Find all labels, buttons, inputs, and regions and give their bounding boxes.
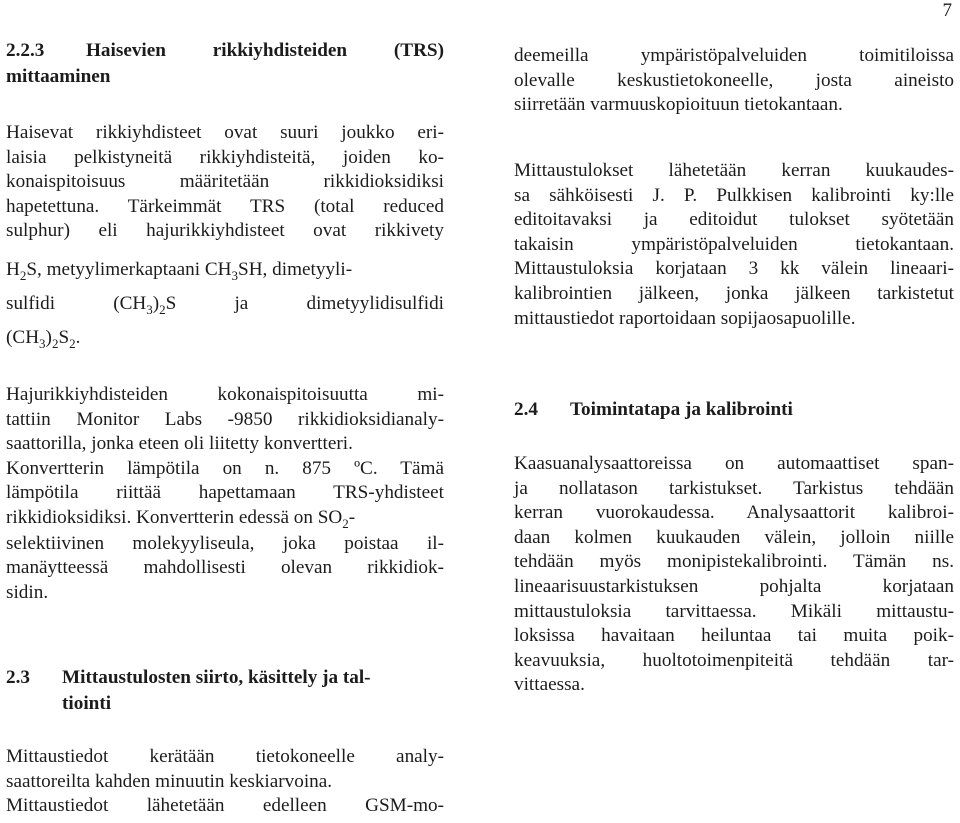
chem-text: (CH <box>6 327 40 348</box>
section-number: 2.4 <box>514 399 538 420</box>
paragraph-data-collection <box>6 745 444 819</box>
text-line: tehdään myös monipistekalibrointi. Tämän ns. <box>514 551 954 573</box>
chem-text: S <box>58 327 70 348</box>
text-line: daan kolmen kuukauden välein, jolloin niille <box>514 526 954 548</box>
chem-subscript: 3 <box>146 302 153 317</box>
text-line: selektiivinen molekyyliseula, joka poistaa il- <box>6 532 444 554</box>
chem-formula-line-3 <box>6 318 444 359</box>
text-line: siirretään varmuuskopioituun tietokantaan. <box>514 94 843 116</box>
text-line: tattiin Monitor Labs -9850 rikkidioksidianaly- <box>6 408 444 430</box>
chem-text: H <box>6 259 20 280</box>
text-line: ja nollatason tarkistukset. Tarkistus tehdään <box>514 477 954 499</box>
text-line: konaispitoisuus määritetään rikkidioksidiksi <box>6 171 444 193</box>
text-line: keavuuksia, huoltotoimenpiteitä tehdään tar- <box>514 649 954 671</box>
chem-text: (CH <box>113 293 147 314</box>
chem-text: S, metyylimerkaptaani CH <box>26 259 232 280</box>
chem-text: dimetyylidisulfidi <box>306 293 444 314</box>
chem-subscript: 3 <box>39 336 46 351</box>
paragraph-trs-intro <box>6 121 444 244</box>
text-line: kerran vuorokaudessa. Analysaattorit kalibroi- <box>514 502 954 524</box>
text-line: Mittaustulokset lähetetään kerran kuukaudes- <box>514 160 954 181</box>
section-title: Toimintatapa ja kalibrointi <box>570 399 793 420</box>
paragraph-monthly-results <box>514 159 954 331</box>
text-line: saattorilla, jonka eteen oli liitetty konvertteri. <box>6 433 353 455</box>
section-heading-2-3 <box>6 665 444 717</box>
text-line: mittaustuloksia tarvittaessa. Mikäli mittaustu- <box>514 600 954 622</box>
paragraph-central-computer <box>514 44 954 118</box>
text-line: deemeilla ympäristöpalveluiden toimitiloissa <box>514 45 954 66</box>
text-fragment: rikkidioksidiksi. Konvertterin edessä on SO <box>6 506 343 528</box>
section-heading-2-2-3 <box>6 38 444 90</box>
text-line: manäytteessä mahdollisesti olevan rikkidiok- <box>6 557 444 579</box>
text-line: olevalle keskustietokoneelle, josta aineisto <box>514 69 954 91</box>
chem-subscript: 2 <box>69 336 76 351</box>
chem-subscript: 2 <box>19 268 27 283</box>
text-line: Mittaustuloksia korjataan 3 kk välein lineaari- <box>514 258 954 280</box>
section-title-line2: tiointi <box>62 693 112 714</box>
text-line: takaisin ympäristöpalveluiden tietokantaan. <box>514 233 954 255</box>
chem-subscript: 2 <box>51 336 59 351</box>
text-line: Mittaustiedot kerätään tietokoneelle analy- <box>6 746 444 767</box>
text-line: Hajurikkiyhdisteiden kokonaispitoisuutta mi- <box>6 384 444 405</box>
text-line: loksissa havaitaan heiluntaa tai muita poik- <box>514 625 954 647</box>
page-number: 7 <box>942 0 952 21</box>
text-line: Mittaustiedot lähetetään edelleen GSM-mo- <box>6 795 444 817</box>
text-line: editoitavaksi ja editoidut tulokset syötetään <box>514 209 954 231</box>
text-line: sa sähköisesti J. P. Pulkkisen kalibrointi ky:lle <box>514 184 954 206</box>
text-line: lämpötila riittää hapettamaan TRS-yhdisteet <box>6 482 444 504</box>
text-line: Konvertterin lämpötila on n. 875 ºC. Tämä <box>6 457 444 479</box>
text-line-so2 <box>6 506 444 532</box>
chem-subscript: 3 <box>231 268 239 283</box>
text-line: sidin. <box>6 581 49 603</box>
text-line: kalibrointien jälkeen, jonka jälkeen tarkistetut <box>514 282 954 304</box>
text-line: sulphur) eli hajurikkiyhdisteet ovat rikkivety <box>6 220 444 242</box>
text-line: laisia pelkistyneitä rikkiyhdisteitä, joiden ko- <box>6 146 444 168</box>
chem-text: S <box>165 293 177 314</box>
section-title-line1 <box>72 38 444 64</box>
text-line: mittaustiedot raportoidaan sopijaosapuolille. <box>514 307 856 329</box>
chem-text: . <box>75 327 81 348</box>
text-line: Haisevat rikkiyhdisteet ovat suuri joukko eri- <box>6 122 444 143</box>
section-title-line1: Mittaustulosten siirto, käsittely ja tal- <box>62 667 371 688</box>
chem-subscript: 2 <box>342 515 349 531</box>
chem-subscript: 2 <box>159 302 166 317</box>
section-title-text: Haisevien rikkiyhdisteiden (TRS) <box>86 40 444 61</box>
text-line: hapetettuna. Tärkeimmät TRS (total reduced <box>6 195 444 217</box>
text-line: Kaasuanalysaattoreissa on automaattiset span- <box>514 453 954 474</box>
text-line: lineaarisuustarkistuksen pohjalta korjataan <box>514 575 954 597</box>
chem-text: ) <box>152 293 160 314</box>
chem-text: SH, dimetyyli- <box>238 259 353 280</box>
section-heading-2-4 <box>514 397 954 423</box>
section-number: 2.2.3 <box>6 40 45 61</box>
chem-text: ja <box>234 293 249 314</box>
chem-text: ) <box>45 327 52 348</box>
paragraph-calibration <box>514 452 954 698</box>
chem-text: sulfidi <box>6 293 56 314</box>
text-fragment: - <box>348 506 356 528</box>
text-line: saattoreilta kahden minuutin keskiarvoina. <box>6 770 333 792</box>
section-title-line2: mittaaminen <box>6 66 111 87</box>
section-number: 2.3 <box>6 667 30 688</box>
text-line: vittaessa. <box>514 674 585 696</box>
paragraph-monitor-labs <box>6 383 444 605</box>
